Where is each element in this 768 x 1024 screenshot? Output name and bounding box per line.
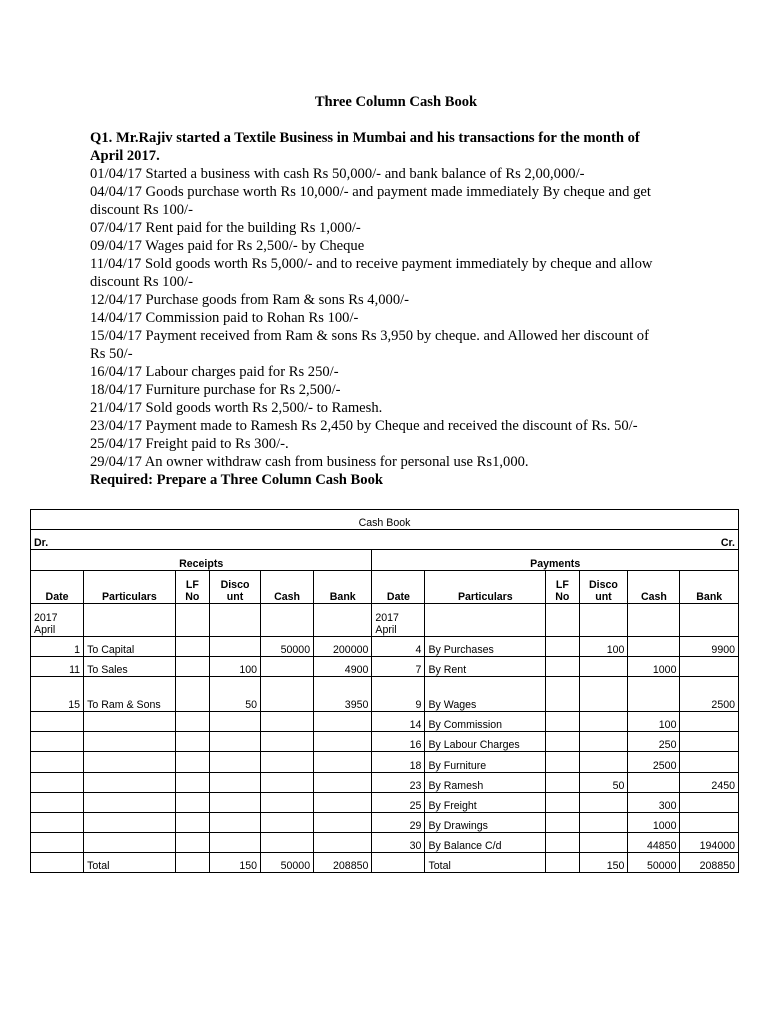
unt-label: unt [595,590,612,603]
receipt-cash [261,676,314,711]
transaction-line: 15/04/17 Payment received from Ram & sons Rs 3,950 by cheque. and Allowed her discount of [90,328,649,344]
receipt-discount [210,792,261,812]
payment-cash: 1000 [628,656,680,676]
receipt-cash [261,752,314,772]
year-month-row [31,603,739,636]
transaction-line: 16/04/17 Labour charges paid for Rs 250/- [90,364,339,380]
payments-header: Payments [372,550,739,570]
payment-lf [546,752,579,772]
ledger-rows [31,636,739,853]
payment-lf [546,732,579,752]
receipt-date [31,812,84,832]
payment-bank: 2450 [680,772,739,792]
receipt-lf [175,636,209,656]
page-title: Three Column Cash Book [314,94,478,110]
section-header-row [31,550,739,570]
transaction-line: 04/04/17 Goods purchase worth Rs 10,000/- and payment made immediately By cheque and get [90,184,651,200]
payment-particulars: By Purchases [425,636,546,656]
receipt-particulars [84,711,176,731]
question-heading-line2: April 2017. [90,148,160,164]
receipt-lf [175,833,209,853]
receipt-date [31,711,84,731]
payment-particulars: By Labour Charges [425,732,546,752]
payment-date: 29 [372,812,425,832]
transaction-line: 14/04/17 Commission paid to Rohan Rs 100/- [90,310,359,326]
transaction-line: discount Rs 100/- [90,202,193,218]
receipts-discount-header [210,570,261,603]
empty-cell [210,603,261,636]
receipt-particulars: To Sales [84,656,176,676]
receipt-bank [314,772,372,792]
payment-particulars: By Rent [425,656,546,676]
empty-cell [425,603,546,636]
receipt-bank: 3950 [314,676,372,711]
payment-particulars: By Wages [425,676,546,711]
empty-cell [175,853,209,873]
empty-cell [628,603,680,636]
disco-label: Disco [220,578,250,591]
transaction-line: 21/04/17 Sold goods worth Rs 2,500/- to Ramesh. [90,400,383,416]
payments-total-discount: 150 [579,853,628,873]
empty-cell [261,603,314,636]
dr-cr-row [31,530,739,550]
empty-cell [680,603,739,636]
ledger-row [31,732,739,752]
receipts-date-header: Date [31,570,84,603]
receipt-lf [175,792,209,812]
receipts-total-discount: 150 [210,853,261,873]
question-document [90,93,690,489]
lf-label: LF [555,578,569,591]
receipts-bank-header: Bank [314,570,372,603]
payment-cash [628,676,680,711]
receipt-bank [314,711,372,731]
payment-bank: 2500 [680,676,739,711]
payment-date: 18 [372,752,425,772]
transaction-line: 01/04/17 Started a business with cash Rs 50,000/- and bank balance of Rs 2,00,000/- [90,166,585,182]
receipt-discount [210,812,261,832]
payment-date: 9 [372,676,425,711]
payment-lf [546,656,579,676]
payment-cash [628,636,680,656]
payment-particulars: By Furniture [425,752,546,772]
payment-lf [546,792,579,812]
payments-total-cash: 50000 [628,853,680,873]
receipt-bank [314,732,372,752]
empty-cell [31,853,84,873]
payment-date: 25 [372,792,425,812]
empty-cell [546,603,579,636]
payment-lf [546,636,579,656]
caption-row [31,510,739,530]
payment-cash: 44850 [628,833,680,853]
receipts-total-bank: 208850 [314,853,372,873]
cash-book-caption: Cash Book [31,510,739,530]
payment-discount [579,656,628,676]
receipts-year-month [31,603,84,636]
receipt-lf [175,812,209,832]
receipt-date [31,732,84,752]
payment-lf [546,812,579,832]
receipt-date [31,752,84,772]
receipt-particulars [84,833,176,853]
receipt-particulars [84,772,176,792]
empty-cell [175,603,209,636]
payments-lf-header [546,570,579,603]
cr-label: Cr. [372,530,739,550]
receipt-cash [261,812,314,832]
question-heading-line1: Q1. Mr.Rajiv started a Textile Business in Mumbai and his transactions for the month of [90,130,640,146]
receipt-discount: 50 [210,676,261,711]
receipt-bank [314,792,372,812]
receipt-particulars [84,732,176,752]
transaction-line: 18/04/17 Furniture purchase for Rs 2,500/- [90,382,341,398]
payment-bank [680,656,739,676]
transaction-line: 29/04/17 An owner withdraw cash from business for personal use Rs1,000. [90,454,529,470]
receipt-cash [261,656,314,676]
payment-cash [628,772,680,792]
transaction-line: Rs 50/- [90,346,133,362]
payment-lf [546,711,579,731]
payment-discount [579,812,628,832]
payment-cash: 2500 [628,752,680,772]
disco-label: Disco [589,578,618,591]
receipt-cash [261,772,314,792]
payment-lf [546,772,579,792]
receipt-cash [261,833,314,853]
payment-bank [680,732,739,752]
ledger-row [31,752,739,772]
column-header-row [31,570,739,603]
receipts-total-label: Total [84,853,176,873]
ledger-row [31,812,739,832]
transaction-line: 12/04/17 Purchase goods from Ram & sons Rs 4,000/- [90,292,410,308]
empty-cell [314,603,372,636]
ledger-row [31,772,739,792]
receipt-lf [175,656,209,676]
receipts-header: Receipts [31,550,372,570]
payment-date: 16 [372,732,425,752]
receipt-lf [175,711,209,731]
payments-total-bank: 208850 [680,853,739,873]
empty-cell [372,853,425,873]
payment-particulars: By Freight [425,792,546,812]
receipt-date [31,833,84,853]
payment-discount [579,792,628,812]
receipt-bank: 4900 [314,656,372,676]
receipt-particulars: To Ram & Sons [84,676,176,711]
receipt-discount [210,833,261,853]
receipt-discount: 100 [210,656,261,676]
receipt-lf [175,732,209,752]
payment-bank [680,711,739,731]
cash-book-table [30,509,739,873]
ledger-row [31,711,739,731]
payments-date-header: Date [372,570,425,603]
lf-label: LF [185,578,199,591]
receipt-particulars [84,752,176,772]
payment-lf [546,676,579,711]
receipt-bank: 200000 [314,636,372,656]
payment-discount [579,833,628,853]
no-label: No [555,590,570,603]
payment-discount [579,711,628,731]
receipt-bank [314,833,372,853]
payments-discount-header [579,570,628,603]
receipt-discount [210,711,261,731]
payments-cash-header: Cash [628,570,680,603]
payments-bank-header: Bank [680,570,739,603]
dr-label: Dr. [31,530,372,550]
payment-cash: 1000 [628,812,680,832]
receipt-date [31,792,84,812]
payment-bank [680,812,739,832]
receipt-discount [210,752,261,772]
unt-label: unt [226,590,244,603]
transaction-line: discount Rs 100/- [90,274,193,290]
ledger-row [31,636,739,656]
receipt-particulars [84,792,176,812]
payment-discount: 50 [579,772,628,792]
transaction-list [90,165,690,471]
total-row [31,853,739,873]
payment-cash: 250 [628,732,680,752]
receipt-lf [175,772,209,792]
payment-date: 4 [372,636,425,656]
payment-date: 30 [372,833,425,853]
payment-discount [579,732,628,752]
payment-particulars: By Commission [425,711,546,731]
receipt-bank [314,752,372,772]
payment-date: 7 [372,656,425,676]
empty-cell [579,603,628,636]
receipt-discount [210,636,261,656]
no-label: No [185,590,200,603]
receipt-particulars: To Capital [84,636,176,656]
payment-bank [680,752,739,772]
empty-cell [84,603,176,636]
payment-particulars: By Drawings [425,812,546,832]
payments-year-month [372,603,425,636]
receipts-cash-header: Cash [261,570,314,603]
payment-lf [546,833,579,853]
ledger-row [31,792,739,812]
payments-total-label: Total [425,853,546,873]
payment-date: 14 [372,711,425,731]
payment-discount [579,676,628,711]
month-label: April [375,623,397,636]
payment-particulars: By Ramesh [425,772,546,792]
transaction-line: 07/04/17 Rent paid for the building Rs 1,000/- [90,220,361,236]
payment-date: 23 [372,772,425,792]
transaction-line: 09/04/17 Wages paid for Rs 2,500/- by Cheque [90,238,365,254]
ledger-row [31,656,739,676]
receipt-cash [261,711,314,731]
receipt-lf [175,752,209,772]
payment-discount [579,752,628,772]
receipt-discount [210,732,261,752]
transaction-line: 25/04/17 Freight paid to Rs 300/-. [90,436,289,452]
payment-cash: 300 [628,792,680,812]
year-label: 2017 [375,611,399,624]
receipt-date: 15 [31,676,84,711]
receipts-total-cash: 50000 [261,853,314,873]
receipt-date [31,772,84,792]
receipt-lf [175,676,209,711]
ledger-row [31,833,739,853]
receipt-discount [210,772,261,792]
year-label: 2017 [34,611,58,624]
receipt-particulars [84,812,176,832]
receipt-date: 11 [31,656,84,676]
empty-cell [546,853,579,873]
payment-bank: 9900 [680,636,739,656]
payment-discount: 100 [579,636,628,656]
receipt-cash [261,792,314,812]
payment-particulars: By Balance C/d [425,833,546,853]
receipt-date: 1 [31,636,84,656]
receipt-bank [314,812,372,832]
ledger-row [31,676,739,711]
payments-particulars-header: Particulars [425,570,546,603]
payment-cash: 100 [628,711,680,731]
receipts-lf-header [175,570,209,603]
transaction-line: 11/04/17 Sold goods worth Rs 5,000/- and to receive payment immediately by cheque and allow [90,256,653,272]
payment-bank [680,792,739,812]
receipts-particulars-header: Particulars [84,570,176,603]
required-instruction: Required: Prepare a Three Column Cash Book [90,472,383,488]
receipt-cash: 50000 [261,636,314,656]
transaction-line: 23/04/17 Payment made to Ramesh Rs 2,450 by Cheque and received the discount of Rs. 50/- [90,418,638,434]
receipt-cash [261,732,314,752]
month-label: April [34,623,56,636]
payment-bank: 194000 [680,833,739,853]
